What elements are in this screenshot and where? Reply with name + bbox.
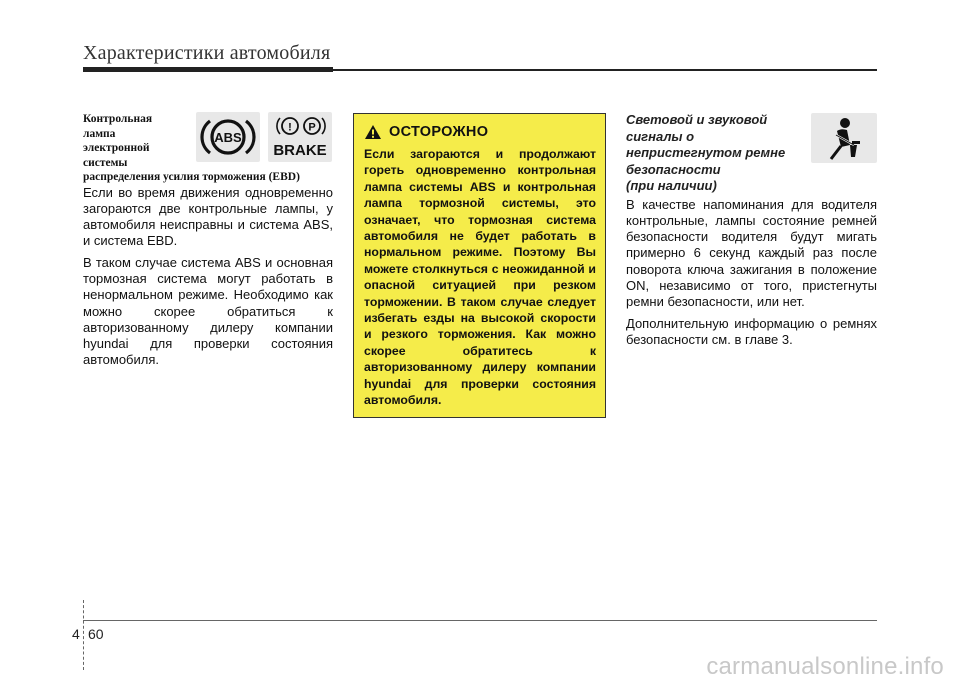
header-rule-thick: [83, 67, 333, 72]
abs-warning-lamp-icon: [196, 112, 260, 162]
ebd-heading-line: Контрольная: [83, 113, 153, 125]
brake-icon-label: BRAKE: [273, 142, 327, 159]
ebd-heading-line: лампа: [83, 127, 116, 140]
caution-header: [364, 124, 596, 140]
seatbelt-paragraph-1: В качестве напоминания для водителя контрольные, лампы состояние ремней безопасности водителя будут мигать примерно 6 секунд каждый раз после поворота ключа зажигания в положение ON, независимо от того, пристегнуты ремни безопасности, или нет.: [626, 196, 877, 310]
caution-title: ОСТОРОЖНО: [389, 124, 489, 140]
page-header-title: Характеристики автомобиля: [83, 42, 331, 64]
ebd-paragraph-2: В таком случае система ABS и основная тормозная система могут работать в ненормальном режиме. Необходимо как можно скорее обратиться к авторизованному дилеру компании hyundai для проверки состояния автомобиля.: [83, 254, 333, 368]
ebd-paragraph-1: Если во время движения одновременно загораются две контрольные лампы, у автомобиля неисправны и система ABS, и система EBD.: [83, 184, 333, 249]
seatbelt-warning-icon: [811, 113, 877, 163]
seatbelt-heading-line: сигналы о: [626, 128, 695, 144]
brake-icon-p: P: [308, 121, 316, 134]
ebd-heading-line: электронной: [83, 142, 150, 154]
footer-divider-vertical: [83, 600, 84, 670]
footer-page-number: 60: [88, 626, 104, 642]
footer-chapter-number: 4: [72, 626, 80, 642]
seatbelt-heading-line: непристегнутом ремне: [626, 145, 786, 160]
ebd-heading-line: распределения усилия торможения (EBD): [83, 171, 300, 183]
ebd-heading-line: системы: [83, 156, 128, 169]
footer-divider-horizontal: [83, 620, 877, 621]
warning-triangle-icon: [364, 124, 382, 140]
seatbelt-paragraph-2: Дополнительную информацию о ремнях безопасности см. в главе 3.: [626, 315, 877, 347]
brake-icon-excl: !: [288, 121, 292, 134]
seatbelt-heading-line: (при наличии): [626, 178, 717, 193]
caution-text: Если загораются и продолжают гореть одновременно контрольная лампа системы ABS и контрольная лампа тормозной системы, это означает, что тормозная система автомобиля не будет работать в нормальном режиме. Поэтому Вы можете столкнуться с неожиданной и опасной ситуацией при резком торможении. В таком случае следует избегать езды на высокой скорости и резкого торможения. Как можно скорее обратитесь к авторизованному дилеру компании hyundai для проверки состояния автомобиля.: [364, 147, 596, 408]
caution-box: [353, 113, 606, 418]
abs-icon-label: ABS: [214, 130, 242, 145]
seatbelt-heading-line: безопасности: [626, 161, 721, 177]
seatbelt-heading-line: Световой и звуковой: [626, 112, 768, 127]
seatbelt-heading: [626, 112, 806, 195]
header-rule-thin: [333, 69, 877, 71]
watermark-text: carmanualsonline.info: [706, 653, 944, 680]
brake-warning-lamp-icon: [268, 112, 332, 162]
